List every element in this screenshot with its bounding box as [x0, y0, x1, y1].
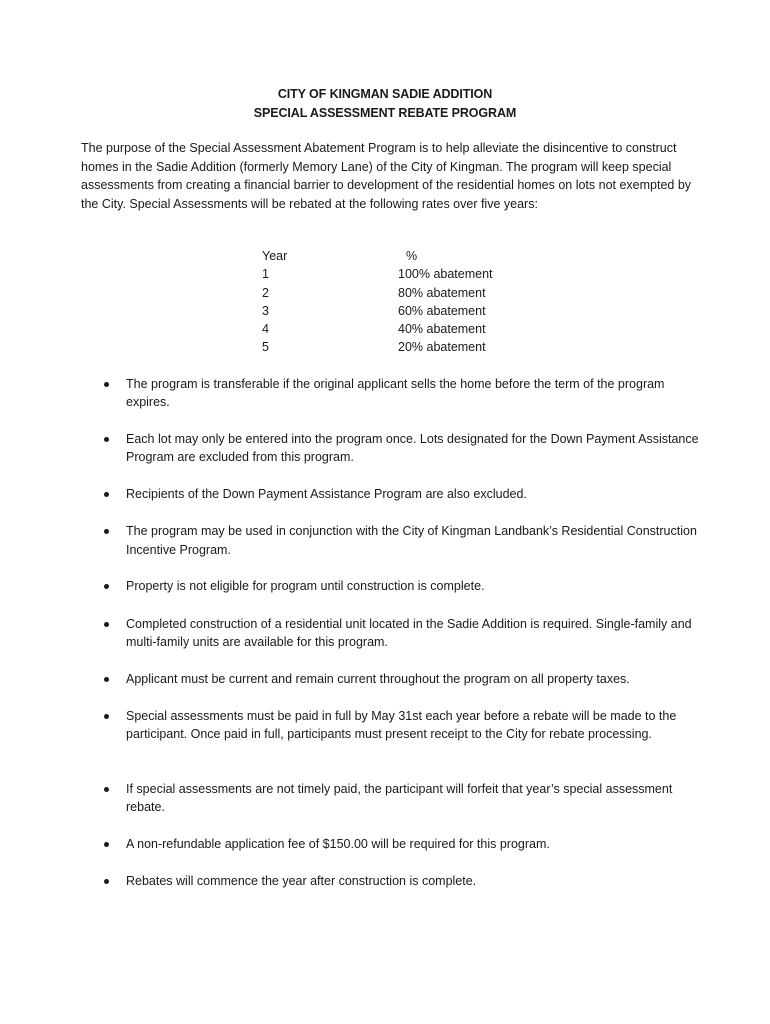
rate-row: [262, 265, 566, 283]
rate-row: [262, 302, 566, 320]
bullet-icon: [104, 787, 109, 792]
bullet-item: [100, 615, 700, 652]
bullet-item: [100, 670, 700, 688]
bullet-text: The program may be used in conjunction with the City of Kingman Landbank’s Residential Construction Incentive Program.: [126, 524, 697, 557]
rate-value: 100% abatement: [398, 267, 493, 282]
document-title: [0, 85, 770, 123]
bullet-text: If special assessments are not timely paid, the participant will forfeit that year’s special assessment rebate.: [126, 781, 673, 815]
rate-table: [262, 247, 566, 357]
intro-paragraph: The purpose of the Special Assessment Abatement Program is to help alleviate the disincentive to construct homes in the Sadie Addition (formerly Memory Lane) of the City of Kingman. The program will keep special assessments from creating a financial barrier to development of the residential homes on lots not exempted by the City. Special Assessments will be rebated at the following rates over five years:: [81, 141, 692, 211]
bullet-item: [100, 375, 700, 412]
rate-year: 5: [262, 340, 269, 355]
bullet-icon: [104, 622, 109, 627]
bullet-text: Completed construction of a residential unit located in the Sadie Addition is required. Single-family and multi-family units are available for this program.: [126, 616, 692, 649]
rate-year: 4: [262, 322, 269, 337]
bullet-icon: [104, 842, 109, 847]
rate-year: 3: [262, 303, 269, 318]
bullet-text: Special assessments must be paid in full by May 31st each year before a rebate will be made to the participant. Once paid in full, participants must present receipt to the City for rebate processing.: [126, 708, 677, 742]
bullet-item: [100, 430, 700, 467]
bullet-item: [100, 522, 700, 559]
bullet-item: [100, 780, 700, 817]
bullet-text: A non-refundable application fee of $150.00 will be required for this program.: [126, 836, 550, 851]
rate-row: [262, 338, 566, 356]
bullet-icon: [104, 529, 109, 534]
rate-value: 60% abatement: [398, 303, 486, 318]
bullet-text: Rebates will commence the year after construction is complete.: [126, 874, 477, 889]
rate-value: 20% abatement: [398, 340, 486, 355]
bullet-icon: [104, 714, 109, 719]
bullet-icon: [104, 584, 109, 589]
bullet-item: [100, 577, 700, 595]
header-percent: %: [406, 249, 418, 263]
rate-value: 80% abatement: [398, 285, 486, 300]
rate-row: [262, 284, 566, 302]
title-line-1: CITY OF KINGMAN SADIE ADDITION: [277, 87, 493, 101]
bullet-text: The program is transferable if the original applicant sells the home before the term of the program expires.: [126, 377, 665, 410]
rate-table-header: [262, 247, 566, 265]
rate-year: 1: [262, 267, 269, 282]
header-year: Year: [262, 249, 288, 263]
bullet-icon: [104, 437, 109, 442]
bullet-item: [100, 485, 700, 503]
rate-row: [262, 320, 566, 338]
bullet-icon: [104, 677, 109, 682]
bullet-item: [100, 872, 700, 890]
rate-value: 40% abatement: [398, 322, 486, 337]
title-line-2: SPECIAL ASSESSMENT REBATE PROGRAM: [253, 106, 517, 120]
bullet-list: [100, 375, 700, 890]
bullet-text: Applicant must be current and remain current throughout the program on all property taxes.: [126, 671, 630, 686]
rate-year: 2: [262, 285, 269, 300]
bullet-text: Recipients of the Down Payment Assistance Program are also excluded.: [126, 487, 527, 501]
bullet-text: Each lot may only be entered into the program once. Lots designated for the Down Payment Assistance Program are excluded from this program.: [126, 432, 699, 465]
bullet-item: [100, 707, 700, 762]
bullet-icon: [104, 382, 109, 387]
bullet-icon: [104, 492, 109, 497]
bullet-item: [100, 835, 700, 853]
bullet-text: Property is not eligible for program until construction is complete.: [126, 579, 485, 594]
bullet-icon: [104, 879, 109, 884]
